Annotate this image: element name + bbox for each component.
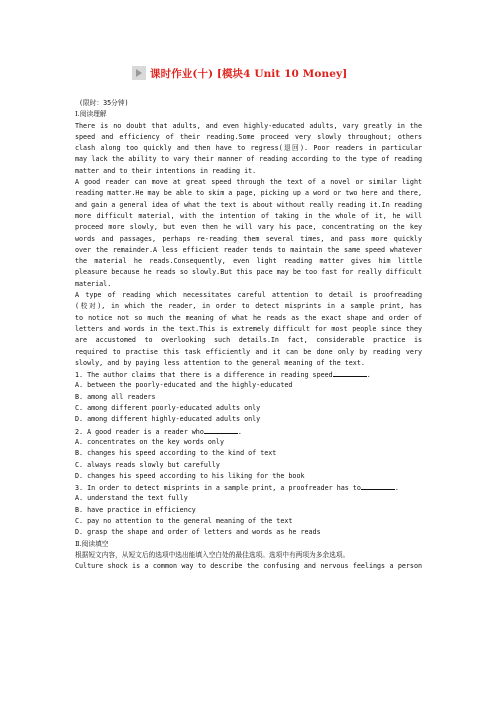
cloze-instruction: 根据短文内容，从短文后的选项中选出能填入空白处的最佳选项。选项中有两项为多余选项。 xyxy=(75,550,350,559)
document-body xyxy=(75,98,422,572)
passage-line: reading matter.He may be able to skim a page, picking up a word or two here and there, xyxy=(75,189,422,198)
question-stem: 1. The author claims that there is a difference in reading speed . xyxy=(75,371,371,380)
cloze-first-line: Culture shock is a common way to describe the confusing and nervous feelings a person xyxy=(75,562,422,571)
option-c: C. among different poorly-educated adults only xyxy=(75,404,261,413)
option-d: D. among different highly-educated adults only xyxy=(75,415,261,424)
question-3 xyxy=(75,482,422,538)
passage-line: (校对), in which the reader, in order to detect misprints in a sample print, has xyxy=(75,302,422,311)
answer-blank[interactable] xyxy=(361,482,395,490)
passage-line: A type of reading which necessitates careful attention to detail is proofreading xyxy=(75,291,422,300)
option-a: A. concentrates on the key words only xyxy=(75,437,224,446)
passage-line: words and passages, perhaps re-reading them several times, and pass more quickly xyxy=(75,234,422,243)
passage-line: There is no doubt that adults, and even highly-educated adults, vary greatly in the xyxy=(75,121,422,130)
passage-line: over the remainder.A less efficient reader tends to maintain the same speed whatever xyxy=(75,245,422,254)
passage-line: to notice not so much the meaning of what he reads as the exact shape and order of xyxy=(75,313,422,322)
passage-line: and gain a general idea of what the text is about without really reading it.In reading xyxy=(75,200,422,209)
passage-line: letters and words in the text.This is extremely difficult for most people since they xyxy=(75,324,422,333)
page-header xyxy=(132,62,347,84)
option-d: D. grasp the shape and order of letters and words as he reads xyxy=(75,528,321,537)
passage-line: slowly, and by paying less attention to the general meaning of the text. xyxy=(75,358,365,367)
passage-line: required to practise this task efficiently and it can be done only by reading very xyxy=(75,347,422,356)
page-title: 课时作业(十) [模块4 Unit 10 Money] xyxy=(150,67,348,80)
passage-line: material. xyxy=(75,279,112,288)
passage-line: more difficult material, with the intention of taking in the whole of it, he will xyxy=(75,211,422,220)
passage-line: pleasure because he reads so slowly.But this pace may be too fast for really difficult xyxy=(75,268,422,277)
section-heading-reading: Ⅰ.阅读理解 xyxy=(75,110,107,119)
option-b: B. changes his speed according to the kind of text xyxy=(75,449,277,458)
question-stem: 2. A good reader is a reader who . xyxy=(75,427,242,436)
answer-blank[interactable] xyxy=(204,426,238,434)
option-a: A. understand the text fully xyxy=(75,494,188,503)
passage-line: are accustomed to overlooking such details.In fact, considerable practice is xyxy=(75,336,422,345)
arrow-icon xyxy=(132,66,146,80)
reading-passage xyxy=(75,121,422,370)
option-d: D. changes his speed according to his liking for the book xyxy=(75,471,305,480)
question-2 xyxy=(75,426,422,482)
option-b: B. among all readers xyxy=(75,392,156,401)
passage-line: A good reader can move at great speed through the text of a novel or similar light xyxy=(75,178,422,187)
passage-line: clash along too quickly and then have to regress(退回). Poor readers in particular xyxy=(75,144,422,153)
option-b: B. have practice in efficiency xyxy=(75,505,196,514)
answer-blank[interactable] xyxy=(333,369,367,377)
time-limit: (限时：35分钟) xyxy=(79,99,129,107)
option-c: C. pay no attention to the general meaning of the text xyxy=(75,516,293,525)
option-a: A. between the poorly-educated and the highly-educated xyxy=(75,381,293,390)
option-c: C. always reads slowly but carefully xyxy=(75,460,220,469)
question-1 xyxy=(75,369,422,425)
question-stem: 3. In order to detect misprints in a sample print, a proofreader has to . xyxy=(75,484,399,493)
passage-line: speed and efficiency of their reading.Some proceed very slowly throughout; others xyxy=(75,132,422,141)
passage-line: may lack the ability to vary their manner of reading according to the type of reading xyxy=(75,155,422,164)
passage-line: proceed more slowly, but even then he will vary his pace, concentrating on the key xyxy=(75,223,422,232)
section-heading-cloze: Ⅱ.阅读填空 xyxy=(75,539,109,548)
passage-line: the material he reads.Consequently, even light reading matter gives him little xyxy=(75,257,422,266)
passage-line: matter and to their intentions in reading it. xyxy=(75,166,257,175)
